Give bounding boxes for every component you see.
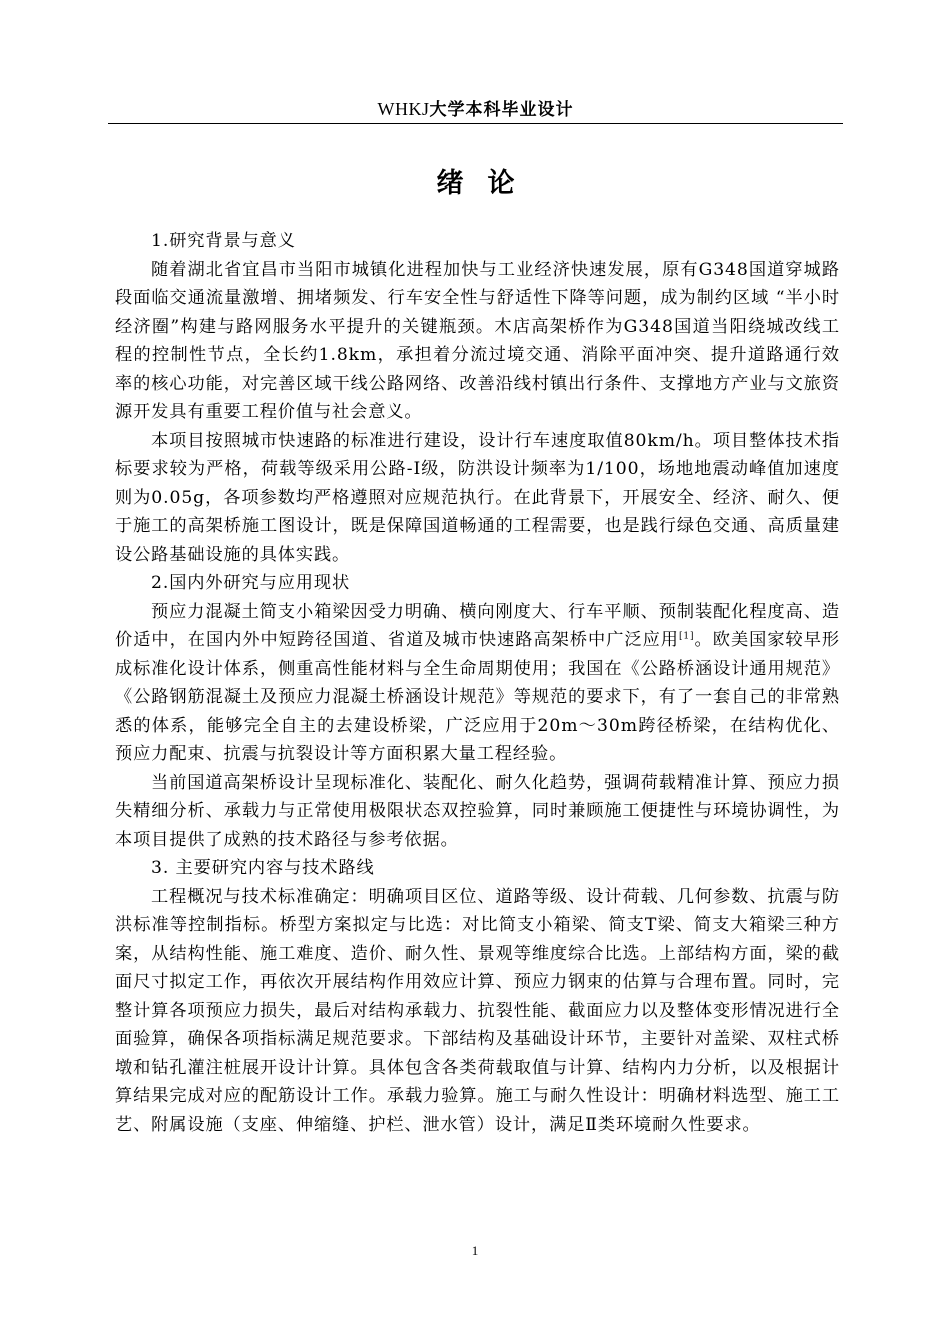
header-title: 大学本科毕业设计	[429, 100, 574, 120]
page-title: 绪论	[436, 168, 539, 199]
paragraph-status-2: 当前国道高架桥设计呈现标准化、装配化、耐久化趋势，强调荷载精准计算、预应力损失精细分析、承载力与正常使用极限状态双控验算，同时兼顾施工便捷性与环境协调性，为本项目提供了成熟的技术路径与参考依据。	[115, 772, 840, 850]
section-heading-background: 1.研究背景与意义	[151, 231, 296, 251]
paragraph-background-2: 本项目按照城市快速路的标准进行建设，设计行车速度取值80km/h。项目整体技术指标要求较为严格，荷载等级采用公路-I级，防洪设计频率为1/100，场地地震动峰值加速度则为0.05g，各项参数均严格遵照对应规范执行。在此背景下，开展安全、经济、耐久、便于施工的高架桥施工图设计，既是保障国道畅通的工程需要，也是践行绿色交通、高质量建设公路基础设施的具体实践。	[115, 430, 840, 565]
citation-ref-1: [1]	[679, 631, 695, 642]
paragraph-background-1: 随着湖北省宜昌市当阳市城镇化进程加快与工业经济快速发展，原有G348国道穿城路段面临交通流量激增、拥堵频发、行车安全性与舒适性下降等问题，成为制约区域 “半小时经济圈”构建与路网服务水平提升的关键瓶颈。木店高架桥作为G348国道当阳绕城改线工程的控制性节点，全长约1.8km，承担着分流过境交通、消除平面冲突、提升道路通行效率的核心功能，对完善区域干线公路网络、改善沿线村镇出行条件、支撑地方产业与文旅资源开发具有重要工程价值与社会意义。	[115, 259, 840, 422]
paragraph-status-1-text-a: 预应力混凝土简支小箱梁因受力明确、横向刚度大、行车平顺、预制装配化程度高、造价适中，在国内外中短跨径国道、省道及城市快速路高架桥中广泛应用	[115, 601, 840, 650]
header-rule	[108, 123, 843, 124]
section-heading-content: 3. 主要研究内容与技术路线	[151, 858, 375, 878]
page-header	[108, 96, 843, 122]
document-body	[115, 227, 840, 1139]
paragraph-status-1-text-b: 。欧美国家较早形成标准化设计体系，侧重高性能材料与全生命周期使用；我国在《公路桥涵设计通用规范》《公路钢筋混凝土及预应力混凝土桥涵设计规范》等规范的要求下，有了一套自己的非常熟悉的体系，能够完全自主的去建设桥梁，广泛应用于20m～30m跨径桥梁，在结构优化、预应力配束、抗震与抗裂设计等方面积累大量工程经验。	[115, 630, 841, 764]
header-code: WHKJ	[377, 99, 430, 119]
paragraph-status-1	[115, 598, 840, 769]
paragraph-content-1: 工程概况与技术标准确定：明确项目区位、道路等级、设计荷载、几何参数、抗震与防洪标准等控制指标。桥型方案拟定与比选：对比简支小箱梁、简支T梁、简支大箱梁三种方案，从结构性能、施工难度、造价、耐久性、景观等维度综合比选。上部结构方面，梁的截面尺寸拟定工作，再依次开展结构作用效应计算、预应力钢束的估算与合理布置。同时，完整计算各项预应力损失，最后对结构承载力、抗裂性能、截面应力以及整体变形情况进行全面验算，确保各项指标满足规范要求。下部结构及基础设计环节，主要针对盖梁、双柱式桥墩和钻孔灌注桩展开设计计算。具体包含各类荷载取值与计算、结构内力分析，以及根据计算结果完成对应的配筋设计工作。承载力验算。施工与耐久性设计：明确材料选型、施工工艺、附属设施（支座、伸缩缝、护栏、泄水管）设计，满足Ⅱ类环境耐久性要求。	[115, 886, 840, 1135]
section-heading-status: 2.国内外研究与应用现状	[151, 573, 351, 593]
page-number: 1	[471, 1243, 479, 1258]
